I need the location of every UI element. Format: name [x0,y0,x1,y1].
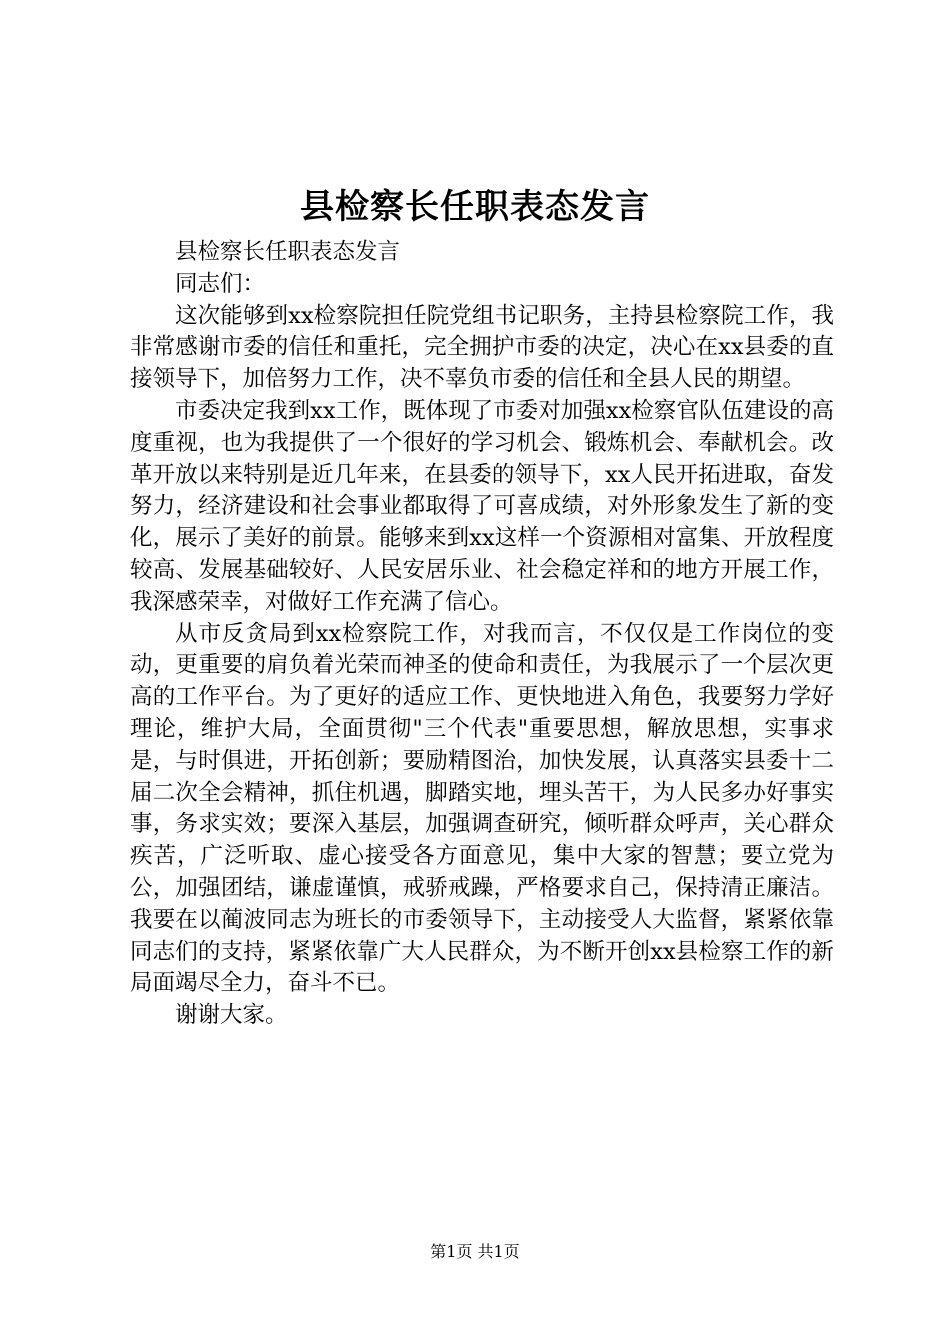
paragraph-2: 市委决定我到xx工作，既体现了市委对加强xx检察官队伍建设的高度重视，也为我提供了一个很好的学习机会、锻炼机会、奉献机会。改革开放以来特别是近几年来，在县委的领导下，xx人民开拓进取，奋发努力，经济建设和社会事业都取得了可喜成绩，对外形象发生了新的变化，展示了美好的前景。能够来到xx这样一个资源相对富集、开放程度较高、发展基础较好、人民安居乐业、社会稳定祥和的地方开展工作，我深感荣幸，对做好工作充满了信心。 [130,397,834,615]
document-title: 县检察长任职表态发言 [300,187,650,227]
page-footer: 第1页 共1页 [430,1242,520,1261]
document-subtitle: 县检察长任职表态发言 [175,239,401,265]
document-body [130,237,834,1032]
greeting: 同志们： [175,270,266,297]
closing-line: 谢谢大家。 [175,1002,288,1029]
paragraph-1: 这次能够到xx检察院担任院党组书记职务，主持县检察院工作，我非常感谢市委的信任和重托，完全拥护市委的决定，决心在xx县委的直接领导下，加倍努力工作，决不辜负市委的信任和全县人民的期望。 [130,302,834,393]
paragraph-3: 从市反贪局到xx检察院工作，对我而言，不仅仅是工作岗位的变动，更重要的肩负着光荣而神圣的使命和责任，为我展示了一个层次更高的工作平台。为了更好的适应工作、更快地进入角色，我要努力学好理论，维护大局，全面贯彻"三个代表"重要思想，解放思想，实事求是，与时俱进，开拓创新；要励精图治，加快发展，认真落实县委十二届二次全会精神，抓住机遇，脚踏实地，埋头苦干，为人民多办好事实事，务求实效；要深入基层，加强调查研究，倾听群众呼声，关心群众疾苦，广泛听取、虚心接受各方面意见，集中大家的智慧；要立党为公，加强团结，谦虚谨慎，戒骄戒躁，严格要求自己，保持清正廉洁。我要在以蔺波同志为班长的市委领导下，主动接受人大监督，紧紧依靠同志们的支持，紧紧依靠广大人民群众，为不断开创xx县检察工作的新局面竭尽全力，奋斗不已。 [130,620,834,997]
